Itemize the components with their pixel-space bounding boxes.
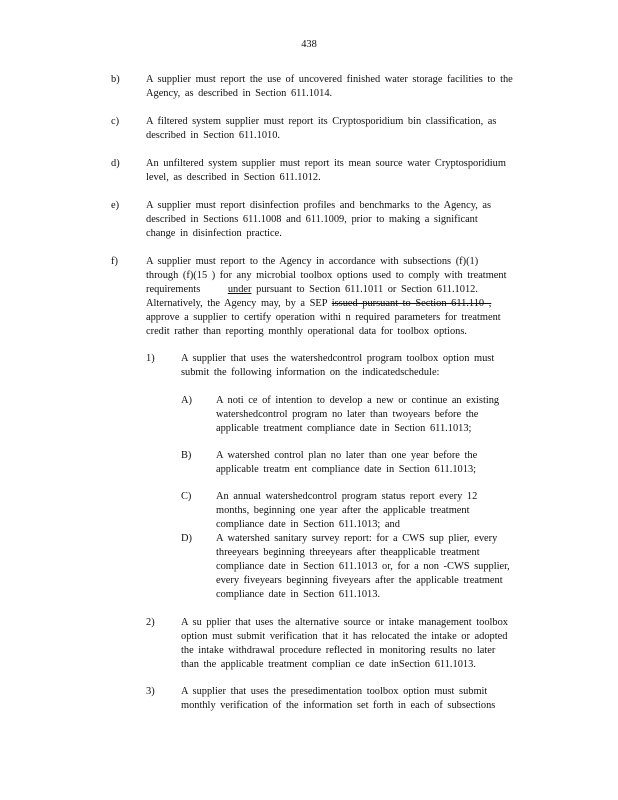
inserted-text: under xyxy=(227,284,252,295)
item-text-line: than the applicable treatment complian ce date inSection 611.1013. xyxy=(181,659,476,670)
item-text-line: level, as described in Section 611.1012. xyxy=(146,172,321,183)
item-text-line: A supplier must report disinfection profiles and benchmarks to the Agency, as xyxy=(146,200,492,211)
item-text-line: A watershed sanitary survey report: for a CWS sup plier, every xyxy=(216,533,498,544)
item-text-line: compliance date in Section 611.1013; and xyxy=(216,519,400,530)
item-text-line: An annual watershedcontrol program status report every 12 xyxy=(216,491,478,502)
item-text-line xyxy=(146,283,478,297)
item-label: 1) xyxy=(146,353,155,364)
item-text-line: approve a supplier to certify operation withi n required parameters for treatment xyxy=(146,312,501,323)
item-label: e) xyxy=(111,200,120,211)
item-label: c) xyxy=(111,116,120,127)
item-label: A) xyxy=(181,395,192,406)
item-label: D) xyxy=(181,533,192,544)
item-label: 3) xyxy=(146,686,155,697)
item-label: d) xyxy=(111,158,120,169)
item-label: C) xyxy=(181,491,192,502)
item-text-line xyxy=(146,297,491,311)
item-text-line: every fiveyears beginning fiveyears after the applicable treatment xyxy=(216,575,503,586)
text-run: requirements xyxy=(146,284,201,295)
deleted-text: issued pursuant to Section 611.110 , xyxy=(331,298,492,309)
item-label: f) xyxy=(111,256,118,267)
item-text-line: A watershed control plan no later than one year before the xyxy=(216,450,478,461)
item-text-line: months, beginning one year after the applicable treatment xyxy=(216,505,470,516)
item-text-line: the intake withdrawal procedure reflected in monitoring results no later xyxy=(181,645,496,656)
item-text-line: Agency, as described in Section 611.1014. xyxy=(146,88,333,99)
item-text-line: A supplier must report to the Agency in accordance with subsections (f)(1) xyxy=(146,256,479,267)
item-text-line: compliance date in Section 611.1013. xyxy=(216,589,381,600)
item-text-line: A su pplier that uses the alternative source or intake management toolbox xyxy=(181,617,508,628)
item-text-line: submit the following information on the indicatedschedule: xyxy=(181,367,440,378)
text-run: pursuant to Section 611.1011 or Section 611.1012. xyxy=(256,284,478,295)
item-text-line: described in Section 611.1010. xyxy=(146,130,281,141)
item-text-line: A supplier that uses the watershedcontrol program toolbox option must xyxy=(181,353,495,364)
item-text-line: applicable treatm ent compliance date in Section 611.1013; xyxy=(216,464,477,475)
page-number: 438 xyxy=(301,39,317,50)
item-text-line: option must submit verification that it has relocated the intake or adopted xyxy=(181,631,508,642)
item-text-line: A supplier must report the use of uncovered finished water storage facilities to the xyxy=(146,74,513,85)
item-text-line: compliance date in Section 611.1013 or, for a non -CWS supplier, xyxy=(216,561,510,572)
item-text-line: A noti ce of intention to develop a new or continue an existing xyxy=(216,395,500,406)
item-text-line: watershedcontrol program no later than twoyears before the xyxy=(216,409,479,420)
item-label: B) xyxy=(181,450,192,461)
item-text-line: threeyears beginning threeyears after theapplicable treatment xyxy=(216,547,480,558)
item-label: 2) xyxy=(146,617,155,628)
item-label: b) xyxy=(111,74,120,85)
item-text-line: change in disinfection practice. xyxy=(146,228,282,239)
item-text-line: An unfiltered system supplier must report its mean source water Cryptosporidium xyxy=(146,158,506,169)
item-text-line: described in Sections 611.1008 and 611.1009, prior to making a significant xyxy=(146,214,478,225)
text-run: Alternatively, the Agency may, by a SEP xyxy=(146,298,328,309)
item-text-line: credit rather than reporting monthly operational data for toolbox options. xyxy=(146,326,467,337)
item-text-line: through (f)(15 ) for any microbial toolbox options used to comply with treatment xyxy=(146,270,507,281)
item-text-line: A filtered system supplier must report its Cryptosporidium bin classification, as xyxy=(146,116,497,127)
item-text-line: A supplier that uses the presedimentation toolbox option must submit xyxy=(181,686,488,697)
item-text-line: monthly verification of the information set forth in each of subsections xyxy=(181,700,496,711)
item-text-line: applicable treatment compliance date in Section 611.1013; xyxy=(216,423,472,434)
